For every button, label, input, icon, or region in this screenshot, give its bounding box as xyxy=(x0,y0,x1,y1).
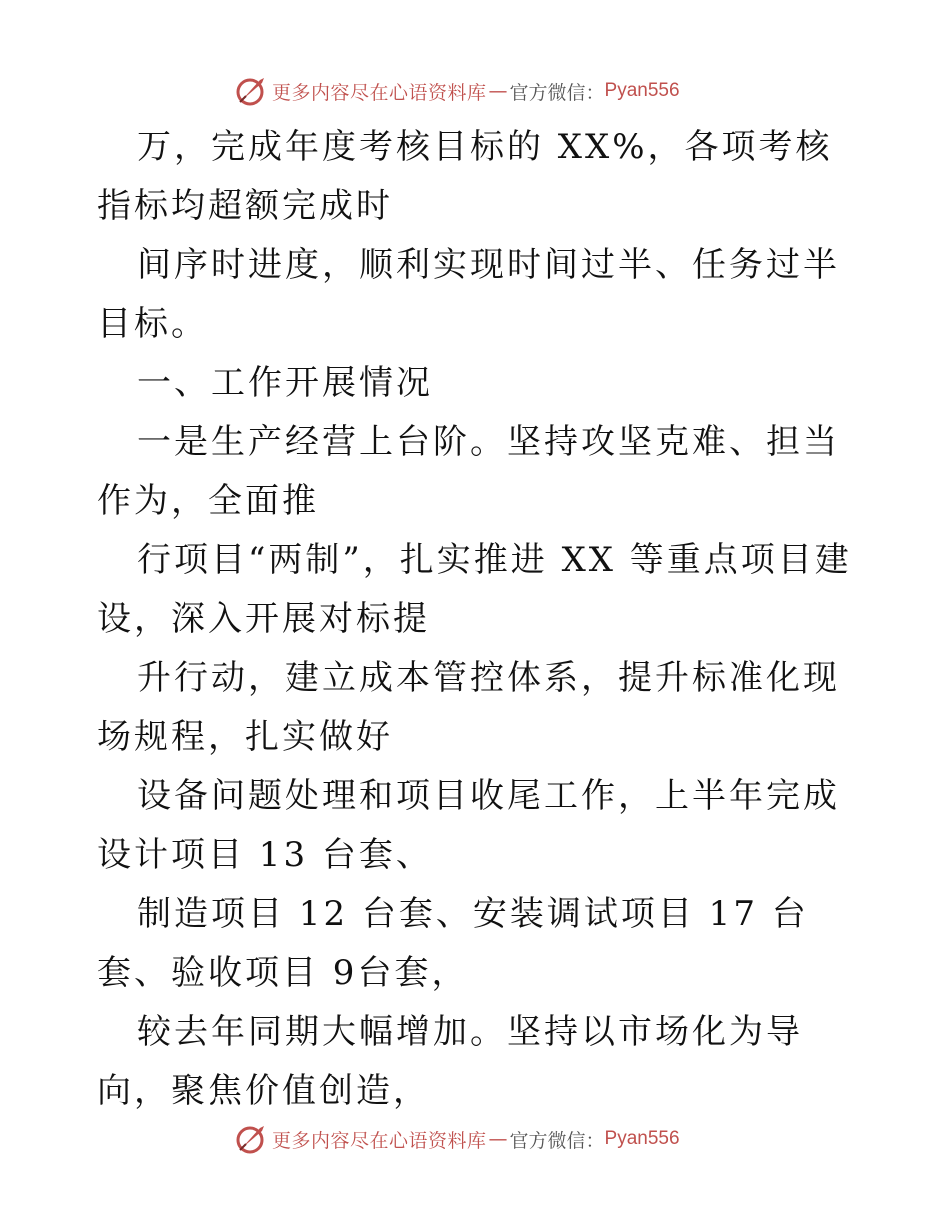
paragraph-6: 设备问题处理和项目收尾工作，上半年完成设计项目 13 台套、 xyxy=(97,776,840,875)
watermark-wechat-id: Pyan556 xyxy=(604,80,680,101)
section-heading: 一、工作开展情况 xyxy=(137,363,433,403)
paragraph-1: 万，完成年度考核目标的 XX%，各项考核指标均超额完成时 xyxy=(97,127,833,226)
paragraph-4: 行项目“两制”，扎实推进 XX 等重点项目建设，深入开展对标提 xyxy=(97,540,852,639)
document-body xyxy=(97,118,857,1121)
header-watermark xyxy=(234,74,680,108)
watermark-separator: — xyxy=(488,1128,508,1150)
watermark-wechat-id: Pyan556 xyxy=(604,1128,680,1149)
watermark-brand-text: 更多内容尽在心语资料库 xyxy=(272,1129,487,1152)
paragraph-8: 较去年同期大幅增加。坚持以市场化为导向，聚焦价值创造， xyxy=(97,1012,803,1111)
watermark-separator: — xyxy=(488,80,508,102)
paragraph-5: 升行动，建立成本管控体系，提升标准化现场规程，扎实做好 xyxy=(97,658,840,757)
watermark-label: 官方微信： xyxy=(509,81,605,104)
quill-logo-icon xyxy=(234,74,268,108)
watermark-label: 官方微信： xyxy=(509,1129,605,1152)
watermark-brand-text: 更多内容尽在心语资料库 xyxy=(272,81,487,104)
footer-watermark xyxy=(234,1122,680,1156)
quill-logo-icon xyxy=(234,1122,268,1156)
paragraph-2: 间序时进度，顺利实现时间过半、任务过半目标。 xyxy=(97,245,840,344)
paragraph-3: 一是生产经营上台阶。坚持攻坚克难、担当作为，全面推 xyxy=(97,422,840,521)
paragraph-7: 制造项目 12 台套、安装调试项目 17 台套、验收项目 9台套， xyxy=(97,894,809,993)
